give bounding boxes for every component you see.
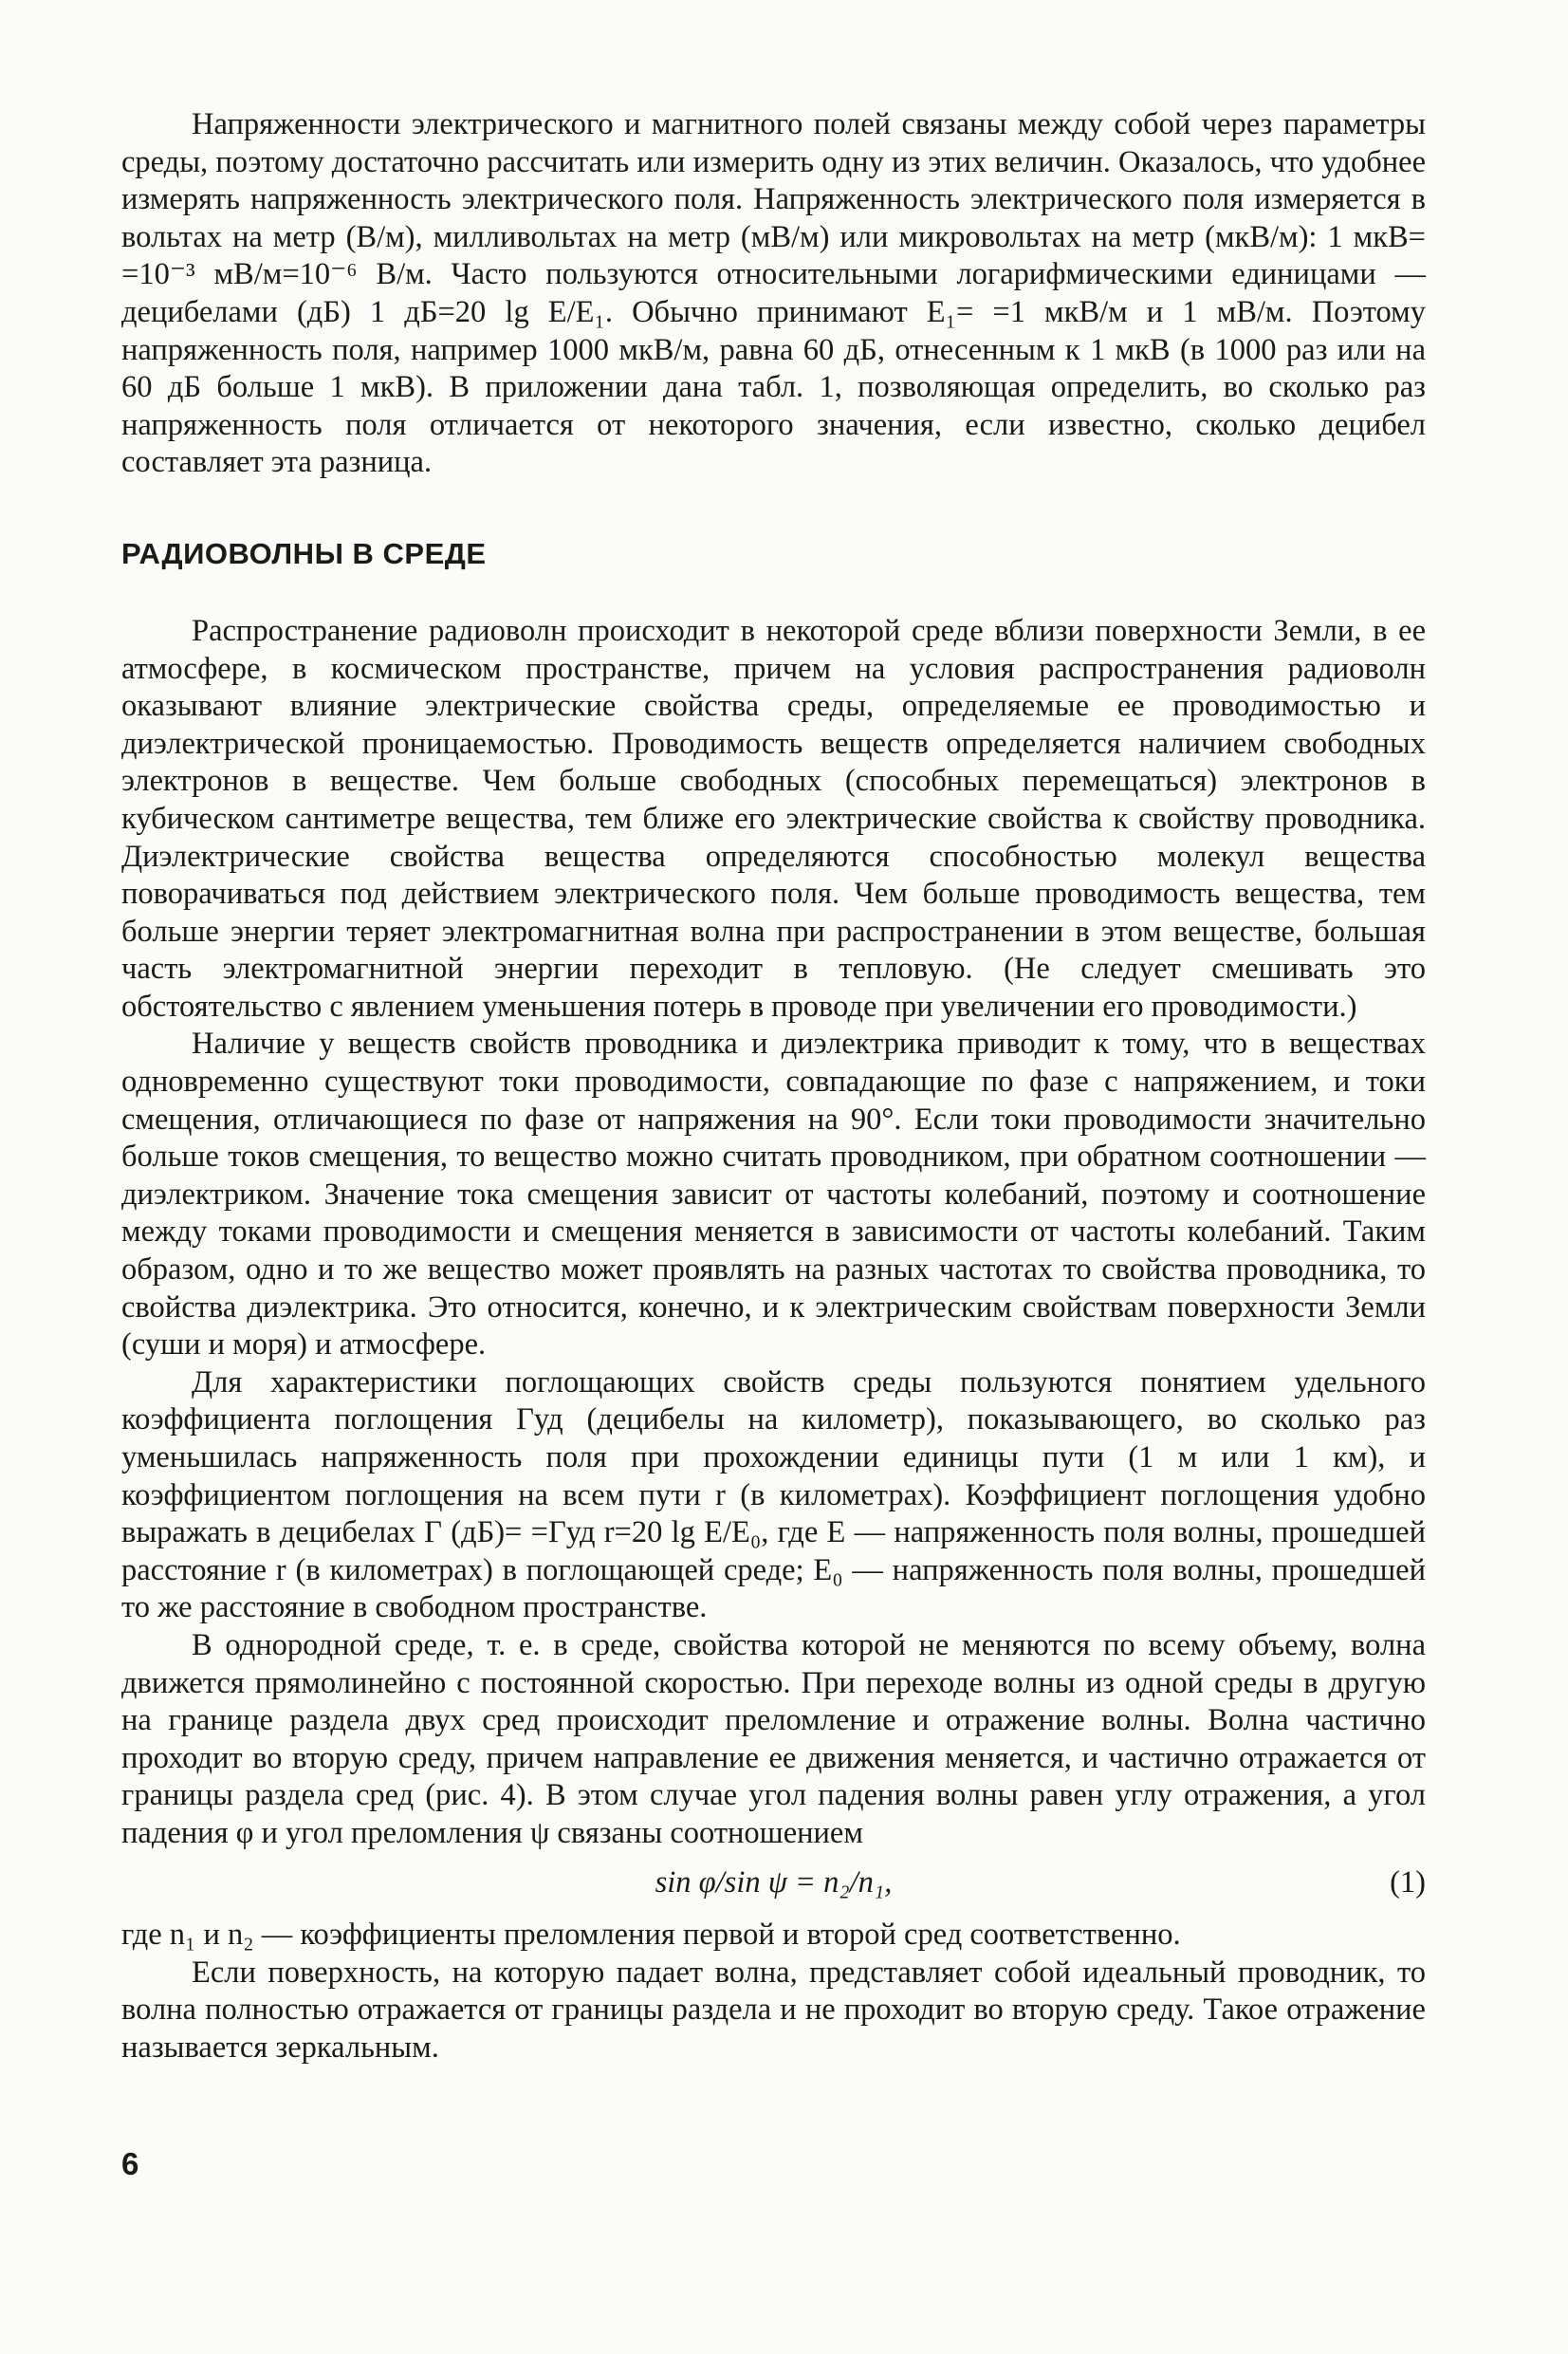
paragraph-where: где n₁ и n₂ — коэффициенты преломления первой и второй сред соответственно. (121, 1918, 1181, 1953)
formula-1 (121, 1864, 1426, 1902)
paragraph-absorption: Для характеристики поглощающих свойств среды пользуются понятием удельного коэффициента поглощения Γуд (децибелы на километр), показывающего, во сколько раз уменьшилась напряженность поля при прохождении единицы пути (1 м или 1 км), и коэффициентом поглощения на всем пути r (в километрах). Коэффициент поглощения удобно выражать в децибелах Γ (дБ)= =Γуд r=20 lg E/E₀, где E — напряженность поля волны, прошедшей расстояние r (в километрах) в поглощающей среде; E₀ — напряженность поля волны, прошедшей то же расстояние в свободном пространстве. (121, 1364, 1426, 1625)
paragraph-propagation: Распространение радиоволн происходит в некоторой среде вблизи поверхности Земли, в ее атмосфере, в космическом пространстве, причем на условия распространения радиоволн оказывают влияние электрические свойства среды, определяемые ее проводимостью и диэлектрической проницаемостью. Проводимость веществ определяется наличием свободных электронов в веществе. Чем больше свободных (способных перемещаться) электронов в кубическом сантиметре вещества, тем ближе его электрические свойства к свойству проводника. Диэлектрические свойства вещества определяются способностью молекул вещества поворачиваться под действием электрического поля. Чем больше проводимость вещества, тем больше энергии теряет электромагнитная волна при распространении в этом веществе, большая часть электромагнитной энергии переходит в тепловую. (Не следует смешивать это обстоятельство с явлением уменьшения потерь в проводе при увеличении его проводимости.) (121, 613, 1426, 1024)
paragraph-mirror-reflection: Если поверхность, на которую падает волна, представляет собой идеальный проводник, то волна полностью отражается от границы раздела и не проходит во вторую среду. Такое отражение называется зеркальным. (121, 1955, 1426, 2065)
section-heading: РАДИОВОЛНЫ В СРЕДЕ (121, 536, 487, 570)
formula-text: sin φ/sin ψ = n₂/n₁, (655, 1864, 893, 1900)
paragraph-currents: Наличие у веществ свойств проводника и диэлектрика приводит к тому, что в веществах одновременно существуют токи проводимости, совпадающие по фазе с напряжением, и токи смещения, отличающиеся по фазе от напряжения на 90°. Если токи проводимости значительно больше токов смещения, то вещество можно считать проводником, при обратном соотношении — диэлектриком. Значение тока смещения зависит от частоты колебаний, поэтому и соотношение между токами проводимости и смещения меняется в зависимости от частоты колебаний. Таким образом, одно и то же вещество может проявлять на разных частотах то свойства проводника, то свойства диэлектрика. Это относится, конечно, и к электрическим свойствам поверхности Земли (суши и моря) и атмосфере. (121, 1027, 1426, 1362)
formula-number: (1) (1390, 1864, 1426, 1900)
paragraph-refraction: В однородной среде, т. е. в среде, свойства которой не меняются по всему объему, волна движется прямолинейно с постоянной скоростью. При переходе волны из одной среды в другую на границе раздела двух сред происходит преломление и отражение волны. Волна частично проходит во вторую среду, причем направление ее движения меняется, и частично отражается от границы раздела сред (рис. 4). В этом случае угол падения волны равен углу отражения, а угол падения φ и угол преломления ψ связаны соотношением (121, 1627, 1426, 1850)
page-number: 6 (121, 2146, 139, 2181)
paragraph-field-strength: Напряженности электрического и магнитного полей связаны между собой через параметры среды, поэтому достаточно рассчитать или измерить одну из этих величин. Оказалось, что удобнее измерять напряженность электрического поля. Напряженность электрического поля измеряется в вольтах на метр (В/м), милливольтах на метр (мВ/м) или микровольтах на метр (мкВ/м): 1 мкВ= =10⁻³ мВ/м=10⁻⁶ В/м. Часто пользуются относительными логарифмическими единицами — децибелами (дБ) 1 дБ=20 lg E/E₁. Обычно принимают E₁= =1 мкВ/м и 1 мВ/м. Поэтому напряженность поля, например 1000 мкВ/м, равна 60 дБ, отнесенным к 1 мкВ (в 1000 раз или на 60 дБ больше 1 мкВ). В приложении дана табл. 1, позволяющая определить, во сколько раз напряженность поля отличается от некоторого значения, если известно, сколько децибел составляет эта разница. (121, 107, 1426, 480)
